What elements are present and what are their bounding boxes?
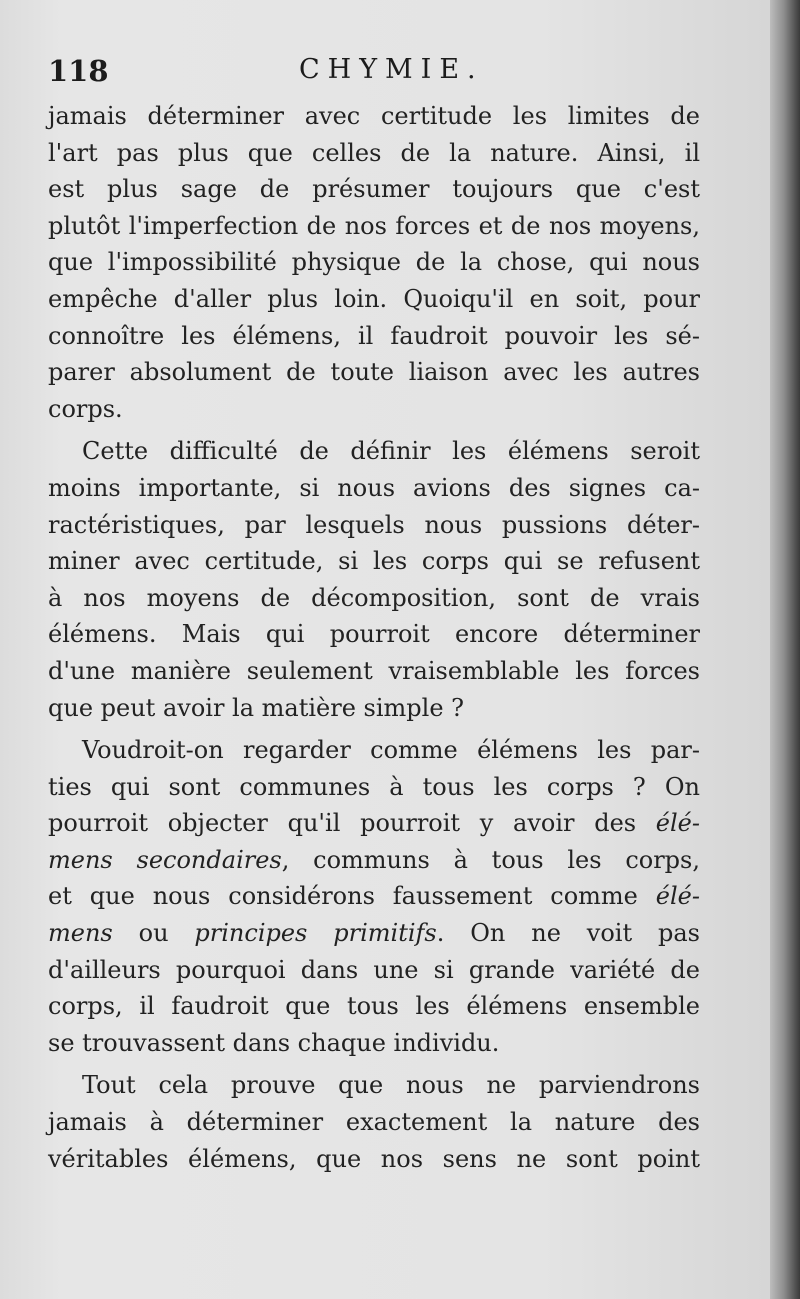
text-line: miner avec certitude, si les corps qui se refusent (48, 547, 700, 576)
text-line: Tout cela prouve que nous ne parviendrons (82, 1071, 700, 1100)
text-line: Cette difficulté de définir les élémens seroit (82, 437, 700, 466)
text-line: l'art pas plus que celles de la nature. Ainsi, il (48, 138, 700, 167)
italic-text: élé- (655, 882, 700, 911)
text-run: et que nous considérons faussement comme (48, 882, 656, 911)
text-line: jamais à déterminer exactement la nature des (48, 1108, 700, 1137)
italic-text: principes primitifs (194, 919, 437, 948)
text-run: , communs à tous les corps, (281, 845, 700, 874)
text-line: que l'impossibilité physique de la chose, qui nous (48, 248, 700, 277)
text-line (48, 842, 700, 879)
text-line: ties qui sont communes à tous les corps ? On (48, 772, 700, 801)
text-line: à nos moyens de décomposition, sont de vrais (48, 583, 700, 612)
text-line (48, 878, 700, 915)
text-line: connoître les élémens, il faudroit pouvoir les sé- (48, 321, 700, 350)
page-number: 118 (48, 54, 109, 88)
text-line: corps. (48, 394, 123, 423)
text-line: Voudroit-on regarder comme élémens les par- (82, 736, 700, 765)
paragraph-2 (48, 433, 700, 726)
italic-text: mens (48, 919, 113, 948)
text-line: véritables élémens, que nos sens ne sont point (48, 1144, 700, 1173)
italic-text: élé- (655, 809, 700, 838)
running-title: CHYMIE. (299, 54, 484, 85)
text-run: ou (112, 919, 195, 948)
paragraph-4 (48, 1067, 700, 1177)
paragraph-3 (48, 732, 700, 1061)
text-line: est plus sage de présumer toujours que c'est (48, 175, 700, 204)
italic-text: mens secondaires (48, 845, 282, 874)
text-line: moins importante, si nous avions des signes ca- (48, 473, 700, 502)
text-run: . On ne voit pas (436, 919, 700, 948)
text-line: jamais déterminer avec certitude les limites de (48, 102, 700, 130)
text-line: d'ailleurs pourquoi dans une si grande variété de (48, 955, 700, 984)
text-line: se trouvassent dans chaque individu. (48, 1028, 500, 1057)
text-line: d'une manière seulement vraisemblable les forces (48, 656, 700, 685)
text-line (48, 915, 700, 952)
text-line: élémens. Mais qui pourroit encore déterminer (48, 620, 700, 649)
text-line (48, 805, 700, 842)
page-header (48, 54, 698, 94)
text-line: plutôt l'imperfection de nos forces et de nos moyens, (48, 211, 700, 240)
text-line: corps, il faudroit que tous les élémens ensemble (48, 992, 700, 1021)
paragraph-1 (48, 98, 700, 427)
text-line: parer absolument de toute liaison avec les autres (48, 358, 700, 387)
page-edge-shadow (770, 0, 800, 1299)
text-line: que peut avoir la matière simple ? (48, 693, 465, 722)
text-line: ractéristiques, par lesquels nous pussions déter- (48, 510, 700, 539)
text-line: empêche d'aller plus loin. Quoiqu'il en soit, pour (48, 284, 700, 313)
body-text (48, 98, 700, 1177)
text-run: pourroit objecter qu'il pourroit y avoir des (48, 809, 656, 838)
